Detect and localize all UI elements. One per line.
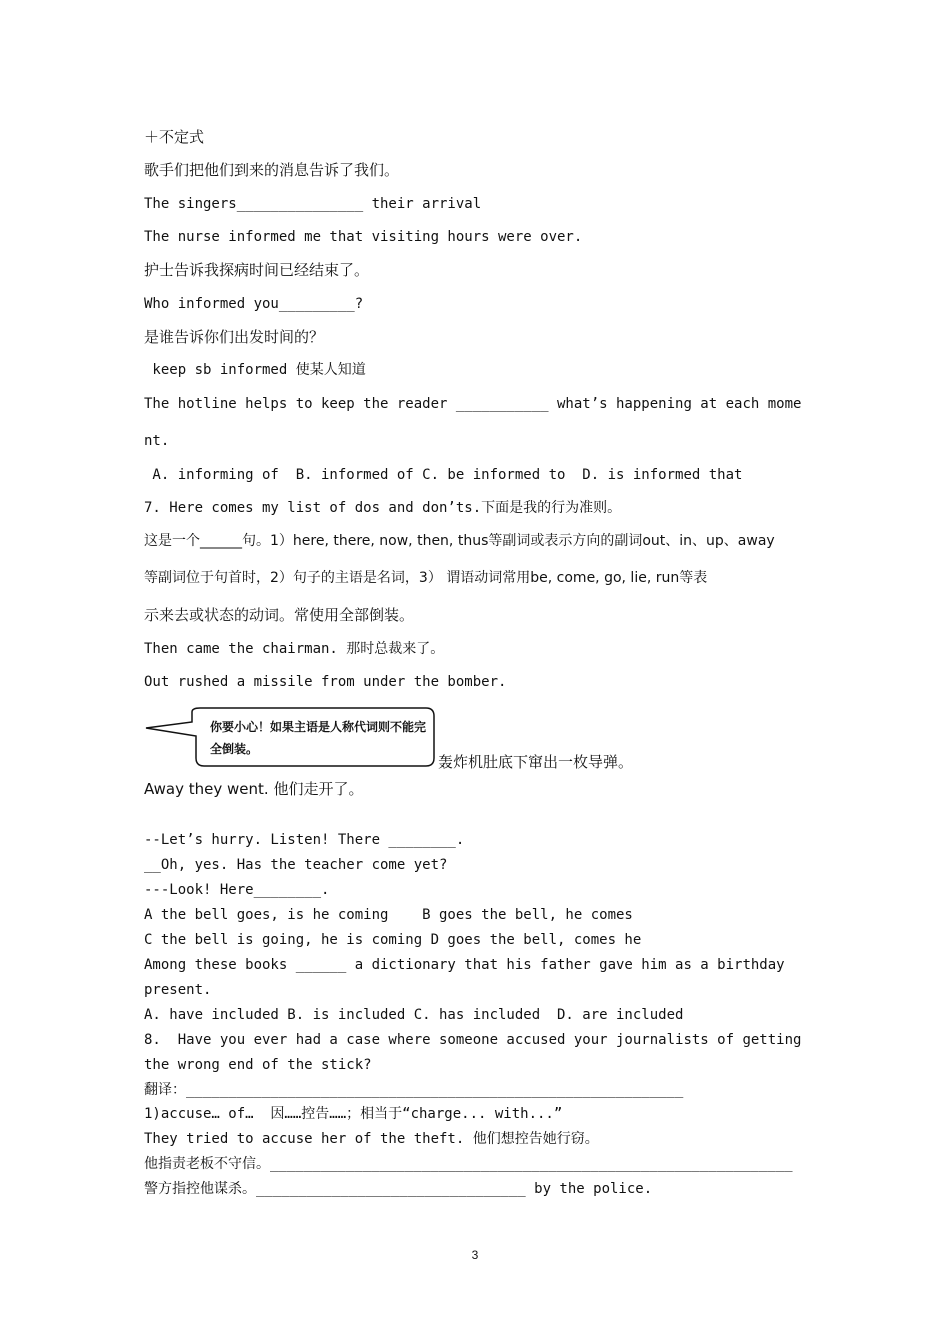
answer-options: A. informing of B. informed of C. be informed to D. is informed that <box>144 467 743 483</box>
text-line: 他指责老板不守信。______________________________________________________________ <box>144 1156 793 1172</box>
answer-options: C the bell is going, he is coming D goes the bell, comes he <box>144 932 642 948</box>
text-line: 等副词位于句首时，2）句子的主语是名词，3） 谓语动词常用be, come, go, lie, run等表 <box>144 570 708 586</box>
text-line: 这是一个______句。1）here, there, now, then, thus等副词或表示方向的副词out、in、up、away <box>144 533 775 549</box>
text-line: Out rushed a missile from under the bomber. <box>144 674 507 690</box>
text-line: Away they went. 他们走开了。 <box>144 780 364 798</box>
dialogue-line: ---Look! Here________. <box>144 882 330 898</box>
dialogue-line: __Oh, yes. Has the teacher come yet? <box>144 857 448 873</box>
text-line: They tried to accuse her of the theft. 他们想控告她行窃。 <box>144 1131 599 1147</box>
section-heading: 8. Have you ever had a case where someone accused your journalists of getting <box>144 1032 802 1048</box>
text-line: 护士告诉我探病时间已经结束了。 <box>144 261 370 279</box>
text-line: ＋不定式 <box>144 128 205 146</box>
page-number: 3 <box>471 1248 479 1262</box>
text-line: keep sb informed 使某人知道 <box>144 362 366 378</box>
section-heading: 7. Here comes my list of dos and don’ts.下面是我的行为准则。 <box>144 500 622 516</box>
text-line: nt. <box>144 433 170 449</box>
text-line: 轰炸机肚底下窜出一枚导弹。 <box>438 753 634 771</box>
text-line: 示来去或状态的动词。常使用全部倒装。 <box>144 606 415 624</box>
text-line: Then came the chairman. 那时总裁来了。 <box>144 641 445 657</box>
text-line: The singers_______________ their arrival <box>144 196 482 212</box>
text-line: Among these books ______ a dictionary that his father gave him as a birthday <box>144 957 785 973</box>
text-line: 歌手们把他们到来的消息告诉了我们。 <box>144 161 400 179</box>
text-line: Who informed you_________? <box>144 296 364 312</box>
text-line: 是谁告诉你们出发时间的？ <box>144 328 325 346</box>
text-line: 1)accuse… of… 因……控告……；相当于“charge... with...” <box>144 1106 563 1122</box>
text-line: 警方指控他谋杀。________________________________ by the police. <box>144 1181 653 1197</box>
translation-prompt: 翻译：___________________________________________________________ <box>144 1082 684 1098</box>
text-line: The hotline helps to keep the reader ___________ what’s happening at each mome <box>144 396 802 412</box>
dialogue-line: --Let’s hurry. Listen! There ________. <box>144 832 465 848</box>
text-line: the wrong end of the stick? <box>144 1057 372 1073</box>
answer-options: A. have included B. is included C. has included D. are included <box>144 1007 684 1023</box>
answer-options: A the bell goes, is he coming B goes the bell, he comes <box>144 907 633 923</box>
speech-bubble <box>144 706 438 770</box>
text-line: present. <box>144 982 212 998</box>
text-line: The nurse informed me that visiting hours were over. <box>144 229 583 245</box>
speech-bubble-text: 你要小心！如果主语是人称代词则不能完全倒装。 <box>210 720 427 756</box>
